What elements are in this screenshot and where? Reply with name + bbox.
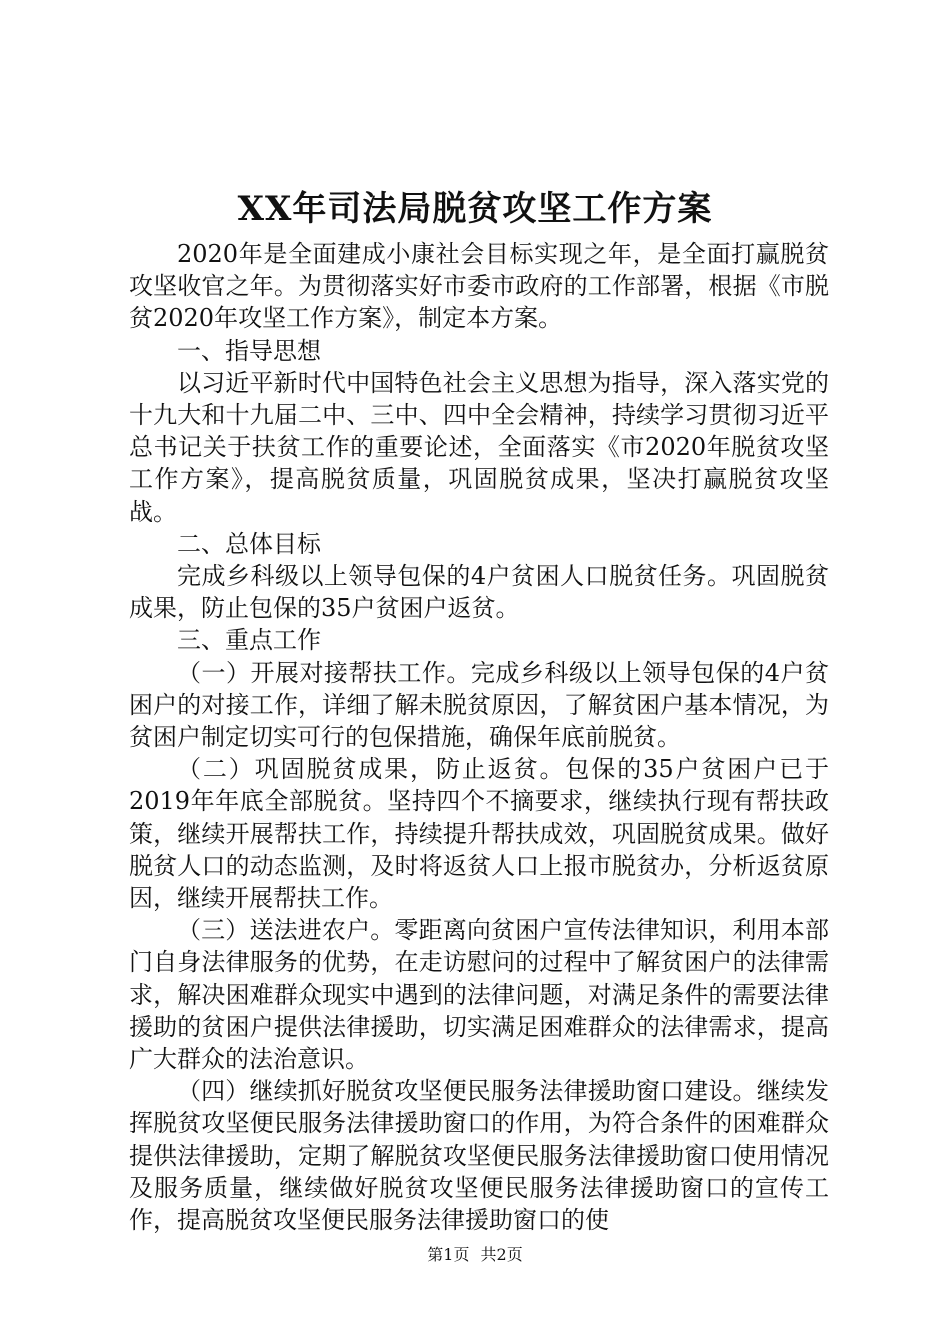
section-heading-guiding-thought: 一、指导思想 bbox=[177, 336, 321, 365]
document-body bbox=[129, 238, 829, 1236]
section-heading-overall-goal: 二、总体目标 bbox=[177, 529, 321, 558]
section-heading-key-work: 三、重点工作 bbox=[177, 626, 321, 655]
page-footer bbox=[0, 1244, 950, 1266]
document-title: XX年司法局脱贫攻坚工作方案 bbox=[237, 189, 713, 229]
key-work-item-3: （三）送法进农户。零距离向贫困户宣传法律知识，利用本部门自身法律服务的优势，在走访慰问的过程中了解贫困户的法律需求，解决困难群众现实中遇到的法律问题，对满足条件的需要法律援助的贫困户提供法律援助，切实满足困难群众的法律需求，提高广大群众的法治意识。 bbox=[129, 916, 829, 1074]
key-work-item-1: （一）开展对接帮扶工作。完成乡科级以上领导包保的4户贫困户的对接工作，详细了解未脱贫原因，了解贫困户基本情况，为贫困户制定切实可行的包保措施，确保年底前脱贫。 bbox=[129, 658, 829, 752]
guiding-thought-paragraph: 以习近平新时代中国特色社会主义思想为指导，深入落实党的十九大和十九届二中、三中、四中全会精神，持续学习贯彻习近平总书记关于扶贫工作的重要论述，全面落实《市2020年脱贫攻坚工作方案》，提高脱贫质量，巩固脱贫成果，坚决打赢脱贫攻坚战。 bbox=[129, 368, 829, 526]
page-number: 第1页 bbox=[427, 1245, 470, 1264]
page-total: 共2页 bbox=[480, 1245, 523, 1264]
key-work-item-4: （四）继续抓好脱贫攻坚便民服务法律援助窗口建设。继续发挥脱贫攻坚便民服务法律援助窗口的作用，为符合条件的困难群众提供法律援助，定期了解脱贫攻坚便民服务法律援助窗口使用情况及服务质量，继续做好脱贫攻坚便民服务法律援助窗口的宣传工作，提高脱贫攻坚便民服务法律援助窗口的使 bbox=[129, 1077, 829, 1235]
key-work-item-2: （二）巩固脱贫成果，防止返贫。包保的35户贫困户已于2019年年底全部脱贫。坚持四个不摘要求，继续执行现有帮扶政策，继续开展帮扶工作，持续提升帮扶成效，巩固脱贫成果。做好脱贫人口的动态监测，及时将返贫人口上报市脱贫办，分析返贫原因，继续开展帮扶工作。 bbox=[129, 755, 829, 913]
intro-paragraph: 2020年是全面建成小康社会目标实现之年，是全面打赢脱贫攻坚收官之年。为贯彻落实好市委市政府的工作部署，根据《市脱贫2020年攻坚工作方案》，制定本方案。 bbox=[129, 240, 829, 333]
overall-goal-paragraph: 完成乡科级以上领导包保的4户贫困人口脱贫任务。巩固脱贫成果，防止包保的35户贫困户返贫。 bbox=[129, 562, 829, 623]
